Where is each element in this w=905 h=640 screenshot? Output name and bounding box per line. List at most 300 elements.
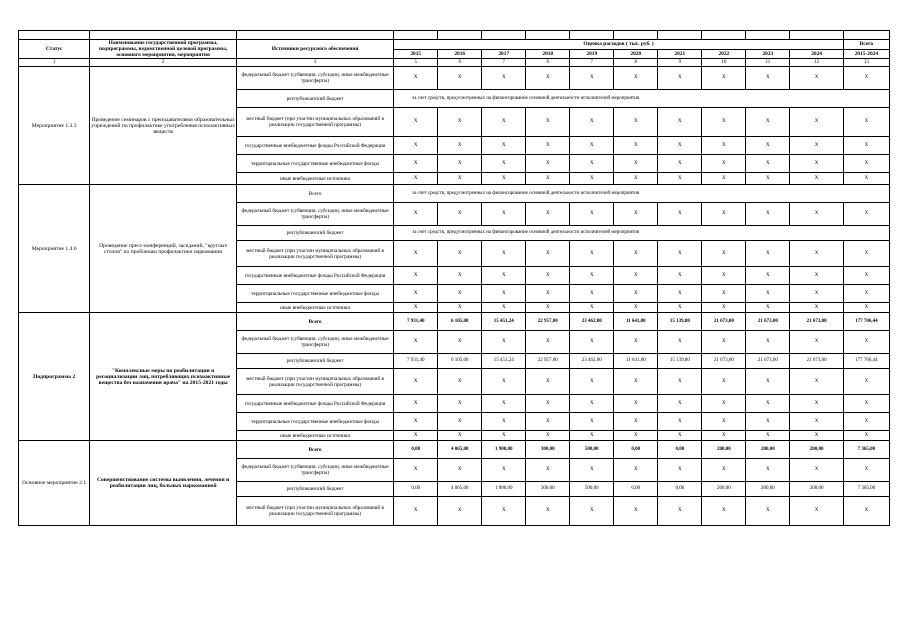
x-cell: Х <box>614 303 658 313</box>
x-cell: Х <box>394 203 438 226</box>
x-cell: Х <box>614 137 658 155</box>
x-cell: Х <box>394 369 438 395</box>
x-cell: Х <box>438 67 482 90</box>
column-number: 11 <box>746 59 790 67</box>
header-estimate: Оценка расходов ( тыс. руб. ) <box>394 40 844 50</box>
value-cell: 21 673,00 <box>746 354 790 369</box>
x-cell: Х <box>843 395 889 413</box>
source-other: иные внебюджетные источники <box>237 431 394 441</box>
x-cell: Х <box>570 67 614 90</box>
x-cell: Х <box>843 331 889 354</box>
x-cell: Х <box>658 285 702 303</box>
value-cell: 0,00 <box>658 482 702 497</box>
x-cell: Х <box>614 369 658 395</box>
source-vsego: Всего <box>237 441 394 459</box>
x-cell: Х <box>394 395 438 413</box>
x-cell: Х <box>746 331 790 354</box>
value-cell: 11 641,00 <box>614 313 658 331</box>
x-cell: Х <box>438 413 482 431</box>
x-cell: Х <box>394 137 438 155</box>
x-cell: Х <box>570 267 614 285</box>
x-cell: Х <box>658 173 702 185</box>
x-cell: Х <box>658 267 702 285</box>
empty-cell <box>394 31 438 40</box>
value-cell: 11 641,00 <box>614 354 658 369</box>
x-cell: Х <box>526 369 570 395</box>
header-year: 2024 <box>790 49 843 59</box>
x-cell: Х <box>482 155 526 173</box>
x-cell: Х <box>482 203 526 226</box>
x-cell: Х <box>746 173 790 185</box>
x-cell: Х <box>614 431 658 441</box>
source-territorial: территориальные государственные внебюджетные фонды <box>237 413 394 431</box>
x-cell: Х <box>658 203 702 226</box>
value-cell: 7 365,00 <box>843 482 889 497</box>
x-cell: Х <box>526 203 570 226</box>
column-number: 7 <box>482 59 526 67</box>
x-cell: Х <box>526 303 570 313</box>
x-cell: Х <box>746 369 790 395</box>
source-federal: федеральный бюджет (субвенции, субсидии, иные межбюджетные трансферты) <box>237 331 394 354</box>
x-cell: Х <box>438 173 482 185</box>
x-cell: Х <box>438 431 482 441</box>
x-cell: Х <box>702 173 746 185</box>
x-cell: Х <box>526 459 570 482</box>
header-year: 2021 <box>658 49 702 59</box>
x-cell: Х <box>746 497 790 526</box>
x-cell: Х <box>482 173 526 185</box>
x-cell: Х <box>843 303 889 313</box>
column-number: 12 <box>790 59 843 67</box>
x-cell: Х <box>746 155 790 173</box>
value-cell: 177 706,44 <box>843 354 889 369</box>
x-cell: Х <box>482 108 526 137</box>
source-federal: федеральный бюджет (субвенции, субсидии, иные межбюджетные трансферты) <box>237 203 394 226</box>
x-cell: Х <box>570 395 614 413</box>
x-cell: Х <box>843 267 889 285</box>
x-cell: Х <box>702 203 746 226</box>
x-cell: Х <box>746 137 790 155</box>
header-year: 2019 <box>570 49 614 59</box>
x-cell: Х <box>790 67 843 90</box>
x-cell: Х <box>746 285 790 303</box>
expense-table <box>18 30 890 526</box>
value-cell: 200,00 <box>702 482 746 497</box>
value-cell: 177 706,44 <box>843 313 889 331</box>
source-local: местный бюджет (при участии муниципальных образований в реализации государственной программы) <box>237 369 394 395</box>
value-cell: 6 105,00 <box>438 313 482 331</box>
x-cell: Х <box>790 173 843 185</box>
value-cell: 15 139,80 <box>658 313 702 331</box>
value-cell: 7 365,00 <box>843 441 889 459</box>
block-status: Основное мероприятие 2.1 <box>19 441 90 526</box>
column-number: 6 <box>438 59 482 67</box>
blank-row <box>19 31 890 40</box>
x-cell: Х <box>570 137 614 155</box>
x-cell: Х <box>746 303 790 313</box>
x-cell: Х <box>702 108 746 137</box>
x-cell: Х <box>658 155 702 173</box>
x-cell: Х <box>843 173 889 185</box>
x-cell: Х <box>570 331 614 354</box>
x-cell: Х <box>843 369 889 395</box>
value-cell: 200,00 <box>790 482 843 497</box>
empty-cell <box>90 31 237 40</box>
x-cell: Х <box>702 369 746 395</box>
x-cell: Х <box>746 241 790 267</box>
x-cell: Х <box>526 67 570 90</box>
x-cell: Х <box>438 497 482 526</box>
x-cell: Х <box>790 137 843 155</box>
source-vsego: Всего <box>237 185 394 203</box>
x-cell: Х <box>702 285 746 303</box>
source-funds: государственные внебюджетные фонды Российской Федерации <box>237 267 394 285</box>
header-year: 2023 <box>746 49 790 59</box>
x-cell: Х <box>702 331 746 354</box>
source-territorial: территориальные государственные внебюджетные фонды <box>237 155 394 173</box>
x-cell: Х <box>702 431 746 441</box>
value-cell: 15 451,24 <box>482 313 526 331</box>
x-cell: Х <box>790 459 843 482</box>
block-status: Мероприятие 1.3.3 <box>19 67 90 185</box>
empty-cell <box>438 31 482 40</box>
x-cell: Х <box>790 369 843 395</box>
funding-note: за счет средств, предусмотренных на финансирование основной деятельности исполнителей мероприятия <box>394 90 890 108</box>
x-cell: Х <box>746 267 790 285</box>
source-local: местный бюджет (при участии муниципальных образований в реализации государственной программы) <box>237 241 394 267</box>
x-cell: Х <box>746 108 790 137</box>
value-cell: 0,00 <box>394 482 438 497</box>
empty-cell <box>19 31 90 40</box>
header-year: 2015 <box>394 49 438 59</box>
value-cell: 22 957,00 <box>526 313 570 331</box>
block-name: "Комплексные меры по реабилитации и ресоциализации лиц, потребляющих психоактивные вещества без назначения врача" на 2015-2021 годы <box>90 313 237 441</box>
x-cell: Х <box>702 395 746 413</box>
value-cell: 0,00 <box>614 441 658 459</box>
x-cell: Х <box>614 413 658 431</box>
x-cell: Х <box>526 267 570 285</box>
header-year: 2016 <box>438 49 482 59</box>
value-cell: 200,00 <box>702 441 746 459</box>
header-total-period: 2015-2024 <box>843 49 889 59</box>
column-number: 8 <box>614 59 658 67</box>
empty-cell <box>702 31 746 40</box>
x-cell: Х <box>843 497 889 526</box>
value-cell: 0,00 <box>658 441 702 459</box>
header-year: 2017 <box>482 49 526 59</box>
source-vsego: Всего <box>237 313 394 331</box>
x-cell: Х <box>790 413 843 431</box>
header-name: Наименование государственной программы, подпрограммы, ведомственной целевой программы, основного мероприятия, мероприятия <box>90 40 237 59</box>
value-cell: 21 673,00 <box>790 354 843 369</box>
x-cell: Х <box>438 303 482 313</box>
column-number: 3 <box>237 59 394 67</box>
header-year: 2018 <box>526 49 570 59</box>
x-cell: Х <box>394 173 438 185</box>
column-number: 2 <box>90 59 237 67</box>
x-cell: Х <box>482 331 526 354</box>
x-cell: Х <box>482 285 526 303</box>
source-republic: республиканский бюджет <box>237 482 394 497</box>
empty-cell <box>843 31 889 40</box>
x-cell: Х <box>438 459 482 482</box>
x-cell: Х <box>658 108 702 137</box>
x-cell: Х <box>570 285 614 303</box>
table-row <box>19 441 890 459</box>
x-cell: Х <box>746 395 790 413</box>
x-cell: Х <box>658 137 702 155</box>
x-cell: Х <box>482 267 526 285</box>
x-cell: Х <box>658 431 702 441</box>
x-cell: Х <box>526 395 570 413</box>
source-other: иные внебюджетные источники <box>237 303 394 313</box>
table-row <box>19 313 890 331</box>
value-cell: 500,00 <box>570 441 614 459</box>
x-cell: Х <box>790 395 843 413</box>
x-cell: Х <box>570 459 614 482</box>
x-cell: Х <box>438 285 482 303</box>
x-cell: Х <box>526 108 570 137</box>
x-cell: Х <box>746 459 790 482</box>
source-funds: государственные внебюджетные фонды Российской Федерации <box>237 137 394 155</box>
x-cell: Х <box>746 203 790 226</box>
x-cell: Х <box>570 241 614 267</box>
value-cell: 21 673,00 <box>746 313 790 331</box>
x-cell: Х <box>570 497 614 526</box>
header-row <box>19 40 890 50</box>
empty-cell <box>614 31 658 40</box>
header-sources: Источники ресурсного обеспечения <box>237 40 394 59</box>
x-cell: Х <box>526 331 570 354</box>
x-cell: Х <box>570 303 614 313</box>
value-cell: 300,00 <box>526 482 570 497</box>
x-cell: Х <box>658 413 702 431</box>
x-cell: Х <box>843 459 889 482</box>
table-row <box>19 67 890 90</box>
funding-note: за счет средств, предусмотренных на финансирование основной деятельности исполнителей мероприятия <box>394 185 890 203</box>
column-numbers-row <box>19 59 890 67</box>
value-cell: 200,00 <box>746 482 790 497</box>
source-local: местный бюджет (при участии муниципальных образований в реализации государственной программы) <box>237 108 394 137</box>
value-cell: 7 931,40 <box>394 354 438 369</box>
x-cell: Х <box>843 203 889 226</box>
source-republic: республиканский бюджет <box>237 90 394 108</box>
x-cell: Х <box>843 108 889 137</box>
x-cell: Х <box>614 67 658 90</box>
value-cell: 21 673,00 <box>702 313 746 331</box>
x-cell: Х <box>394 303 438 313</box>
source-federal: федеральный бюджет (субвенции, субсидии, иные межбюджетные трансферты) <box>237 67 394 90</box>
block-status: Подпрограмма 2 <box>19 313 90 441</box>
x-cell: Х <box>790 285 843 303</box>
x-cell: Х <box>438 331 482 354</box>
x-cell: Х <box>614 203 658 226</box>
value-cell: 0,00 <box>614 482 658 497</box>
x-cell: Х <box>790 241 843 267</box>
x-cell: Х <box>746 413 790 431</box>
value-cell: 1 900,00 <box>482 482 526 497</box>
x-cell: Х <box>482 369 526 395</box>
x-cell: Х <box>570 431 614 441</box>
source-federal: федеральный бюджет (субвенции, субсидии, иные межбюджетные трансферты) <box>237 459 394 482</box>
value-cell: 23 462,00 <box>570 313 614 331</box>
x-cell: Х <box>482 497 526 526</box>
x-cell: Х <box>482 137 526 155</box>
x-cell: Х <box>526 497 570 526</box>
x-cell: Х <box>394 155 438 173</box>
x-cell: Х <box>394 413 438 431</box>
x-cell: Х <box>438 369 482 395</box>
x-cell: Х <box>438 108 482 137</box>
x-cell: Х <box>570 369 614 395</box>
value-cell: 7 931,40 <box>394 313 438 331</box>
x-cell: Х <box>438 137 482 155</box>
funding-note: за счет средств, предусмотренных на финансирование основной деятельности исполнителей мероприятия <box>394 226 890 241</box>
x-cell: Х <box>658 241 702 267</box>
x-cell: Х <box>526 173 570 185</box>
x-cell: Х <box>843 241 889 267</box>
source-other: иные внебюджетные источники <box>237 173 394 185</box>
header-total: Всего <box>843 40 889 50</box>
value-cell: 22 957,00 <box>526 354 570 369</box>
empty-cell <box>658 31 702 40</box>
x-cell: Х <box>843 67 889 90</box>
x-cell: Х <box>570 108 614 137</box>
x-cell: Х <box>614 241 658 267</box>
value-cell: 0,00 <box>394 441 438 459</box>
x-cell: Х <box>658 67 702 90</box>
column-number: 9 <box>658 59 702 67</box>
x-cell: Х <box>526 431 570 441</box>
x-cell: Х <box>702 155 746 173</box>
x-cell: Х <box>790 303 843 313</box>
block-name: Проведение семинаров с преподавателями образовательных учреждений по профилактике употребления психоактивных веществ <box>90 67 237 185</box>
x-cell: Х <box>614 331 658 354</box>
x-cell: Х <box>394 108 438 137</box>
x-cell: Х <box>843 155 889 173</box>
x-cell: Х <box>482 303 526 313</box>
x-cell: Х <box>526 241 570 267</box>
value-cell: 4 065,00 <box>438 482 482 497</box>
block-status: Мероприятие 1.4.6 <box>19 185 90 313</box>
x-cell: Х <box>438 267 482 285</box>
x-cell: Х <box>658 395 702 413</box>
x-cell: Х <box>394 497 438 526</box>
column-number: 1 <box>19 59 90 67</box>
column-number: 5 <box>394 59 438 67</box>
x-cell: Х <box>658 497 702 526</box>
value-cell: 1 900,00 <box>482 441 526 459</box>
x-cell: Х <box>658 331 702 354</box>
x-cell: Х <box>614 497 658 526</box>
x-cell: Х <box>570 413 614 431</box>
source-local: местный бюджет (при участии муниципальных образований в реализации государственной программы) <box>237 497 394 526</box>
x-cell: Х <box>843 285 889 303</box>
value-cell: 6 105,00 <box>438 354 482 369</box>
x-cell: Х <box>790 331 843 354</box>
value-cell: 500,00 <box>570 482 614 497</box>
column-number: 10 <box>702 59 746 67</box>
x-cell: Х <box>790 203 843 226</box>
value-cell: 21 673,00 <box>702 354 746 369</box>
empty-cell <box>570 31 614 40</box>
x-cell: Х <box>702 413 746 431</box>
x-cell: Х <box>570 203 614 226</box>
empty-cell <box>482 31 526 40</box>
value-cell: 15 139,80 <box>658 354 702 369</box>
source-republic: республиканский бюджет <box>237 354 394 369</box>
value-cell: 21 673,00 <box>790 313 843 331</box>
x-cell: Х <box>482 459 526 482</box>
empty-cell <box>237 31 394 40</box>
x-cell: Х <box>843 137 889 155</box>
header-year: 2022 <box>702 49 746 59</box>
x-cell: Х <box>658 303 702 313</box>
x-cell: Х <box>394 241 438 267</box>
x-cell: Х <box>790 497 843 526</box>
value-cell: 300,00 <box>526 441 570 459</box>
x-cell: Х <box>438 203 482 226</box>
value-cell: 4 065,00 <box>438 441 482 459</box>
x-cell: Х <box>438 395 482 413</box>
x-cell: Х <box>702 303 746 313</box>
empty-cell <box>526 31 570 40</box>
x-cell: Х <box>614 285 658 303</box>
x-cell: Х <box>614 395 658 413</box>
x-cell: Х <box>790 267 843 285</box>
x-cell: Х <box>394 459 438 482</box>
x-cell: Х <box>394 267 438 285</box>
x-cell: Х <box>482 395 526 413</box>
block-name: Совершенствование системы выявления, лечения и реабилитации лиц, больных наркоманией <box>90 441 237 526</box>
x-cell: Х <box>843 413 889 431</box>
value-cell: 23 462,00 <box>570 354 614 369</box>
x-cell: Х <box>526 155 570 173</box>
source-territorial: территориальные государственные внебюджетные фонды <box>237 285 394 303</box>
x-cell: Х <box>790 108 843 137</box>
x-cell: Х <box>394 431 438 441</box>
value-cell: 15 451,24 <box>482 354 526 369</box>
x-cell: Х <box>702 459 746 482</box>
header-year: 2020 <box>614 49 658 59</box>
empty-cell <box>746 31 790 40</box>
column-number: 6 <box>526 59 570 67</box>
x-cell: Х <box>614 459 658 482</box>
x-cell: Х <box>790 155 843 173</box>
x-cell: Х <box>746 431 790 441</box>
x-cell: Х <box>570 155 614 173</box>
x-cell: Х <box>394 67 438 90</box>
x-cell: Х <box>614 108 658 137</box>
value-cell: 200,00 <box>790 441 843 459</box>
x-cell: Х <box>394 331 438 354</box>
source-republic: республиканский бюджет <box>237 226 394 241</box>
source-funds: государственные внебюджетные фонды Российской Федерации <box>237 395 394 413</box>
x-cell: Х <box>702 137 746 155</box>
x-cell: Х <box>570 173 614 185</box>
x-cell: Х <box>526 413 570 431</box>
x-cell: Х <box>394 285 438 303</box>
x-cell: Х <box>702 497 746 526</box>
header-status: Статус <box>19 40 90 59</box>
empty-cell <box>790 31 843 40</box>
block-name: Проведение пресс-конференций, заседаний, "круглых столов" по проблемам профилактики наркомании <box>90 185 237 313</box>
x-cell: Х <box>614 155 658 173</box>
x-cell: Х <box>482 67 526 90</box>
x-cell: Х <box>438 155 482 173</box>
x-cell: Х <box>658 459 702 482</box>
x-cell: Х <box>438 241 482 267</box>
